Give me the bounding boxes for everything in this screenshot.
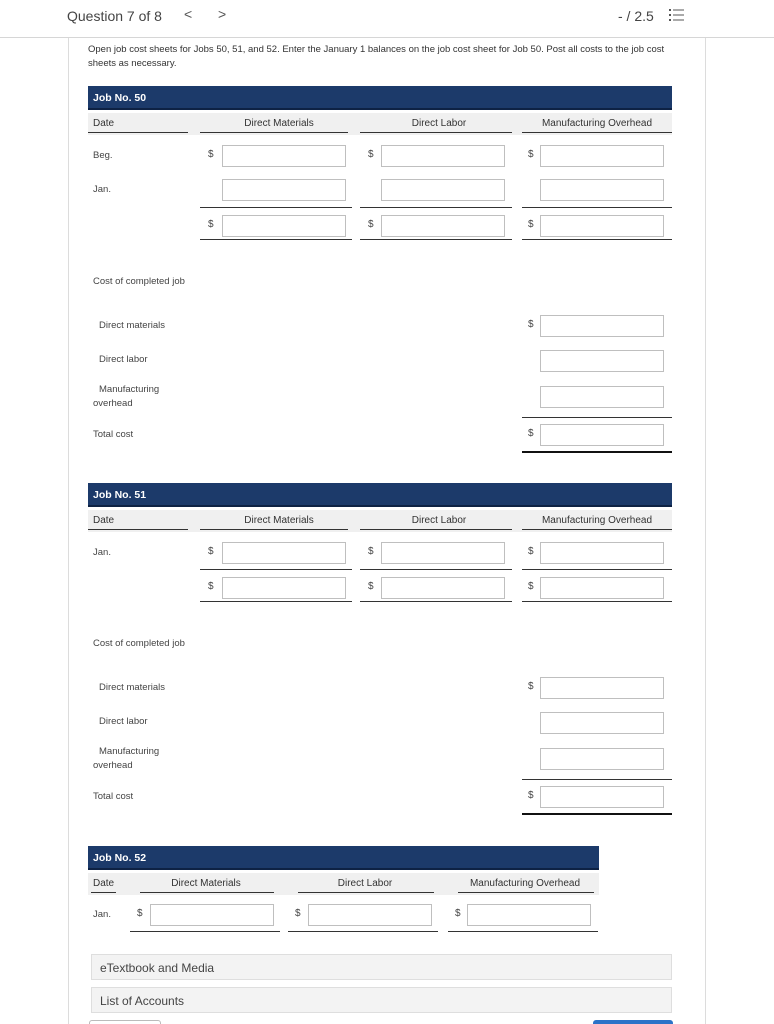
moh-header-underline <box>522 132 672 133</box>
dollar-sign: $ <box>368 581 374 592</box>
job50-jan-dm-input[interactable] <box>222 179 346 201</box>
total-underline <box>200 601 352 602</box>
job51-completed-moh-input[interactable] <box>540 748 664 770</box>
score-label: - / 2.5 <box>618 8 654 24</box>
dm-header-underline <box>200 529 348 530</box>
dm-header-underline <box>200 132 348 133</box>
date-column-header: Date <box>93 515 115 526</box>
job50-total-dl-input[interactable] <box>381 215 505 237</box>
job50-total-moh-input[interactable] <box>540 215 664 237</box>
job51-completed-dm-input[interactable] <box>540 677 664 699</box>
job50-completed-moh-input[interactable] <box>540 386 664 408</box>
etextbook-link[interactable]: eTextbook and Media <box>91 954 672 980</box>
job50-completed-dm-input[interactable] <box>540 315 664 337</box>
instructions-text: Open job cost sheets for Jobs 50, 51, and 52. Enter the January 1 balances on the job cost sheet for Job 50. Post all costs to the job cost sheets as necessary. <box>88 44 665 69</box>
dollar-sign: $ <box>208 581 214 592</box>
list-of-accounts-link[interactable]: List of Accounts <box>91 987 672 1013</box>
direct-labor-column-header: Direct Labor <box>337 878 393 889</box>
dollar-sign: $ <box>368 219 374 230</box>
total-underline <box>522 601 672 602</box>
direct-labor-column-header: Direct Labor <box>411 118 467 129</box>
direct-labor-label: Direct labor <box>99 716 148 727</box>
date-header-underline <box>88 132 188 133</box>
dollar-sign: $ <box>137 908 143 919</box>
total-underline <box>522 239 672 240</box>
primary-button[interactable] <box>593 1020 673 1024</box>
dollar-sign: $ <box>528 219 534 230</box>
job51-total-dm-input[interactable] <box>222 577 346 599</box>
total-underline <box>200 239 352 240</box>
job50-jan-dl-input[interactable] <box>381 179 505 201</box>
job51-jan-dl-input[interactable] <box>381 542 505 564</box>
subtotal-line <box>200 569 352 570</box>
job51-total-moh-input[interactable] <box>540 577 664 599</box>
question-label: Question 7 of 8 <box>67 8 162 24</box>
total-underline <box>360 601 512 602</box>
top-bar <box>0 0 774 38</box>
job50-beg-moh-input[interactable] <box>540 145 664 167</box>
direct-labor-label: Direct labor <box>99 354 148 365</box>
row-label-jan: Jan. <box>93 547 111 558</box>
job-51-header: Job No. 51 <box>88 483 672 507</box>
dl-header-underline <box>360 132 512 133</box>
cost-of-completed-job-label: Cost of completed job <box>93 638 185 649</box>
dl-header-underline <box>360 529 512 530</box>
row-label-beg: Beg. <box>93 150 113 161</box>
secondary-button[interactable] <box>89 1020 161 1024</box>
job-50-header: Job No. 50 <box>88 86 672 110</box>
job51-jan-dm-input[interactable] <box>222 542 346 564</box>
manufacturing-overhead-column-header: Manufacturing Overhead <box>469 878 581 889</box>
dollar-sign: $ <box>455 908 461 919</box>
manufacturing-overhead-column-header: Manufacturing Overhead <box>541 515 653 526</box>
previous-question-button[interactable]: < <box>184 6 193 22</box>
job52-jan-moh-input[interactable] <box>467 904 591 926</box>
total-underline <box>130 931 280 932</box>
job52-jan-dm-input[interactable] <box>150 904 274 926</box>
dollar-sign: $ <box>208 219 214 230</box>
subtotal-line <box>360 569 512 570</box>
date-header-underline <box>91 892 116 893</box>
date-header-underline <box>88 529 188 530</box>
dollar-sign: $ <box>295 908 301 919</box>
double-underline <box>522 451 672 453</box>
dollar-sign: $ <box>528 428 534 439</box>
job51-total-dl-input[interactable] <box>381 577 505 599</box>
direct-materials-label: Direct materials <box>99 682 165 693</box>
dollar-sign: $ <box>528 546 534 557</box>
row-label-jan: Jan. <box>93 909 111 920</box>
job50-beg-dm-input[interactable] <box>222 145 346 167</box>
job51-total-cost-input[interactable] <box>540 786 664 808</box>
dollar-sign: $ <box>208 546 214 557</box>
job50-total-dm-input[interactable] <box>222 215 346 237</box>
job52-jan-dl-input[interactable] <box>308 904 432 926</box>
manufacturing-overhead-column-header: Manufacturing Overhead <box>541 118 653 129</box>
job50-jan-moh-input[interactable] <box>540 179 664 201</box>
dollar-sign: $ <box>528 581 534 592</box>
direct-materials-column-header: Direct Materials <box>171 878 241 889</box>
date-column-header: Date <box>93 118 115 129</box>
dollar-sign: $ <box>368 546 374 557</box>
job-52-header: Job No. 52 <box>88 846 599 870</box>
direct-labor-column-header: Direct Labor <box>411 515 467 526</box>
job51-completed-dl-input[interactable] <box>540 712 664 734</box>
subtotal-line <box>360 207 512 208</box>
subtotal-line <box>522 569 672 570</box>
dollar-sign: $ <box>528 681 534 692</box>
dollar-sign: $ <box>528 790 534 801</box>
moh-header-underline <box>522 529 672 530</box>
direct-materials-column-header: Direct Materials <box>244 515 314 526</box>
dm-header-underline <box>140 892 274 893</box>
dollar-sign: $ <box>208 149 214 160</box>
dl-header-underline <box>298 892 434 893</box>
direct-materials-label: Direct materials <box>99 320 165 331</box>
total-underline <box>360 239 512 240</box>
manufacturing-overhead-label: Manufacturing overhead <box>93 384 160 409</box>
date-column-header: Date <box>93 878 115 889</box>
moh-header-underline <box>458 892 594 893</box>
job50-beg-dl-input[interactable] <box>381 145 505 167</box>
manufacturing-overhead-label: Manufacturing overhead <box>93 746 160 771</box>
list-icon[interactable] <box>669 8 684 22</box>
dollar-sign: $ <box>368 149 374 160</box>
double-underline <box>522 813 672 815</box>
subtotal-line <box>200 207 352 208</box>
job51-jan-moh-input[interactable] <box>540 542 664 564</box>
direct-materials-column-header: Direct Materials <box>244 118 314 129</box>
dollar-sign: $ <box>528 319 534 330</box>
row-label-jan: Jan. <box>93 184 111 195</box>
total-cost-label: Total cost <box>93 791 134 802</box>
cost-of-completed-job-label: Cost of completed job <box>93 276 185 287</box>
total-cost-label: Total cost <box>93 429 134 440</box>
subtotal-line <box>522 417 672 418</box>
next-question-button[interactable]: > <box>218 6 227 22</box>
subtotal-line <box>522 779 672 780</box>
subtotal-line <box>522 207 672 208</box>
job50-completed-dl-input[interactable] <box>540 350 664 372</box>
total-underline <box>448 931 598 932</box>
job50-total-cost-input[interactable] <box>540 424 664 446</box>
total-underline <box>288 931 438 932</box>
dollar-sign: $ <box>528 149 534 160</box>
